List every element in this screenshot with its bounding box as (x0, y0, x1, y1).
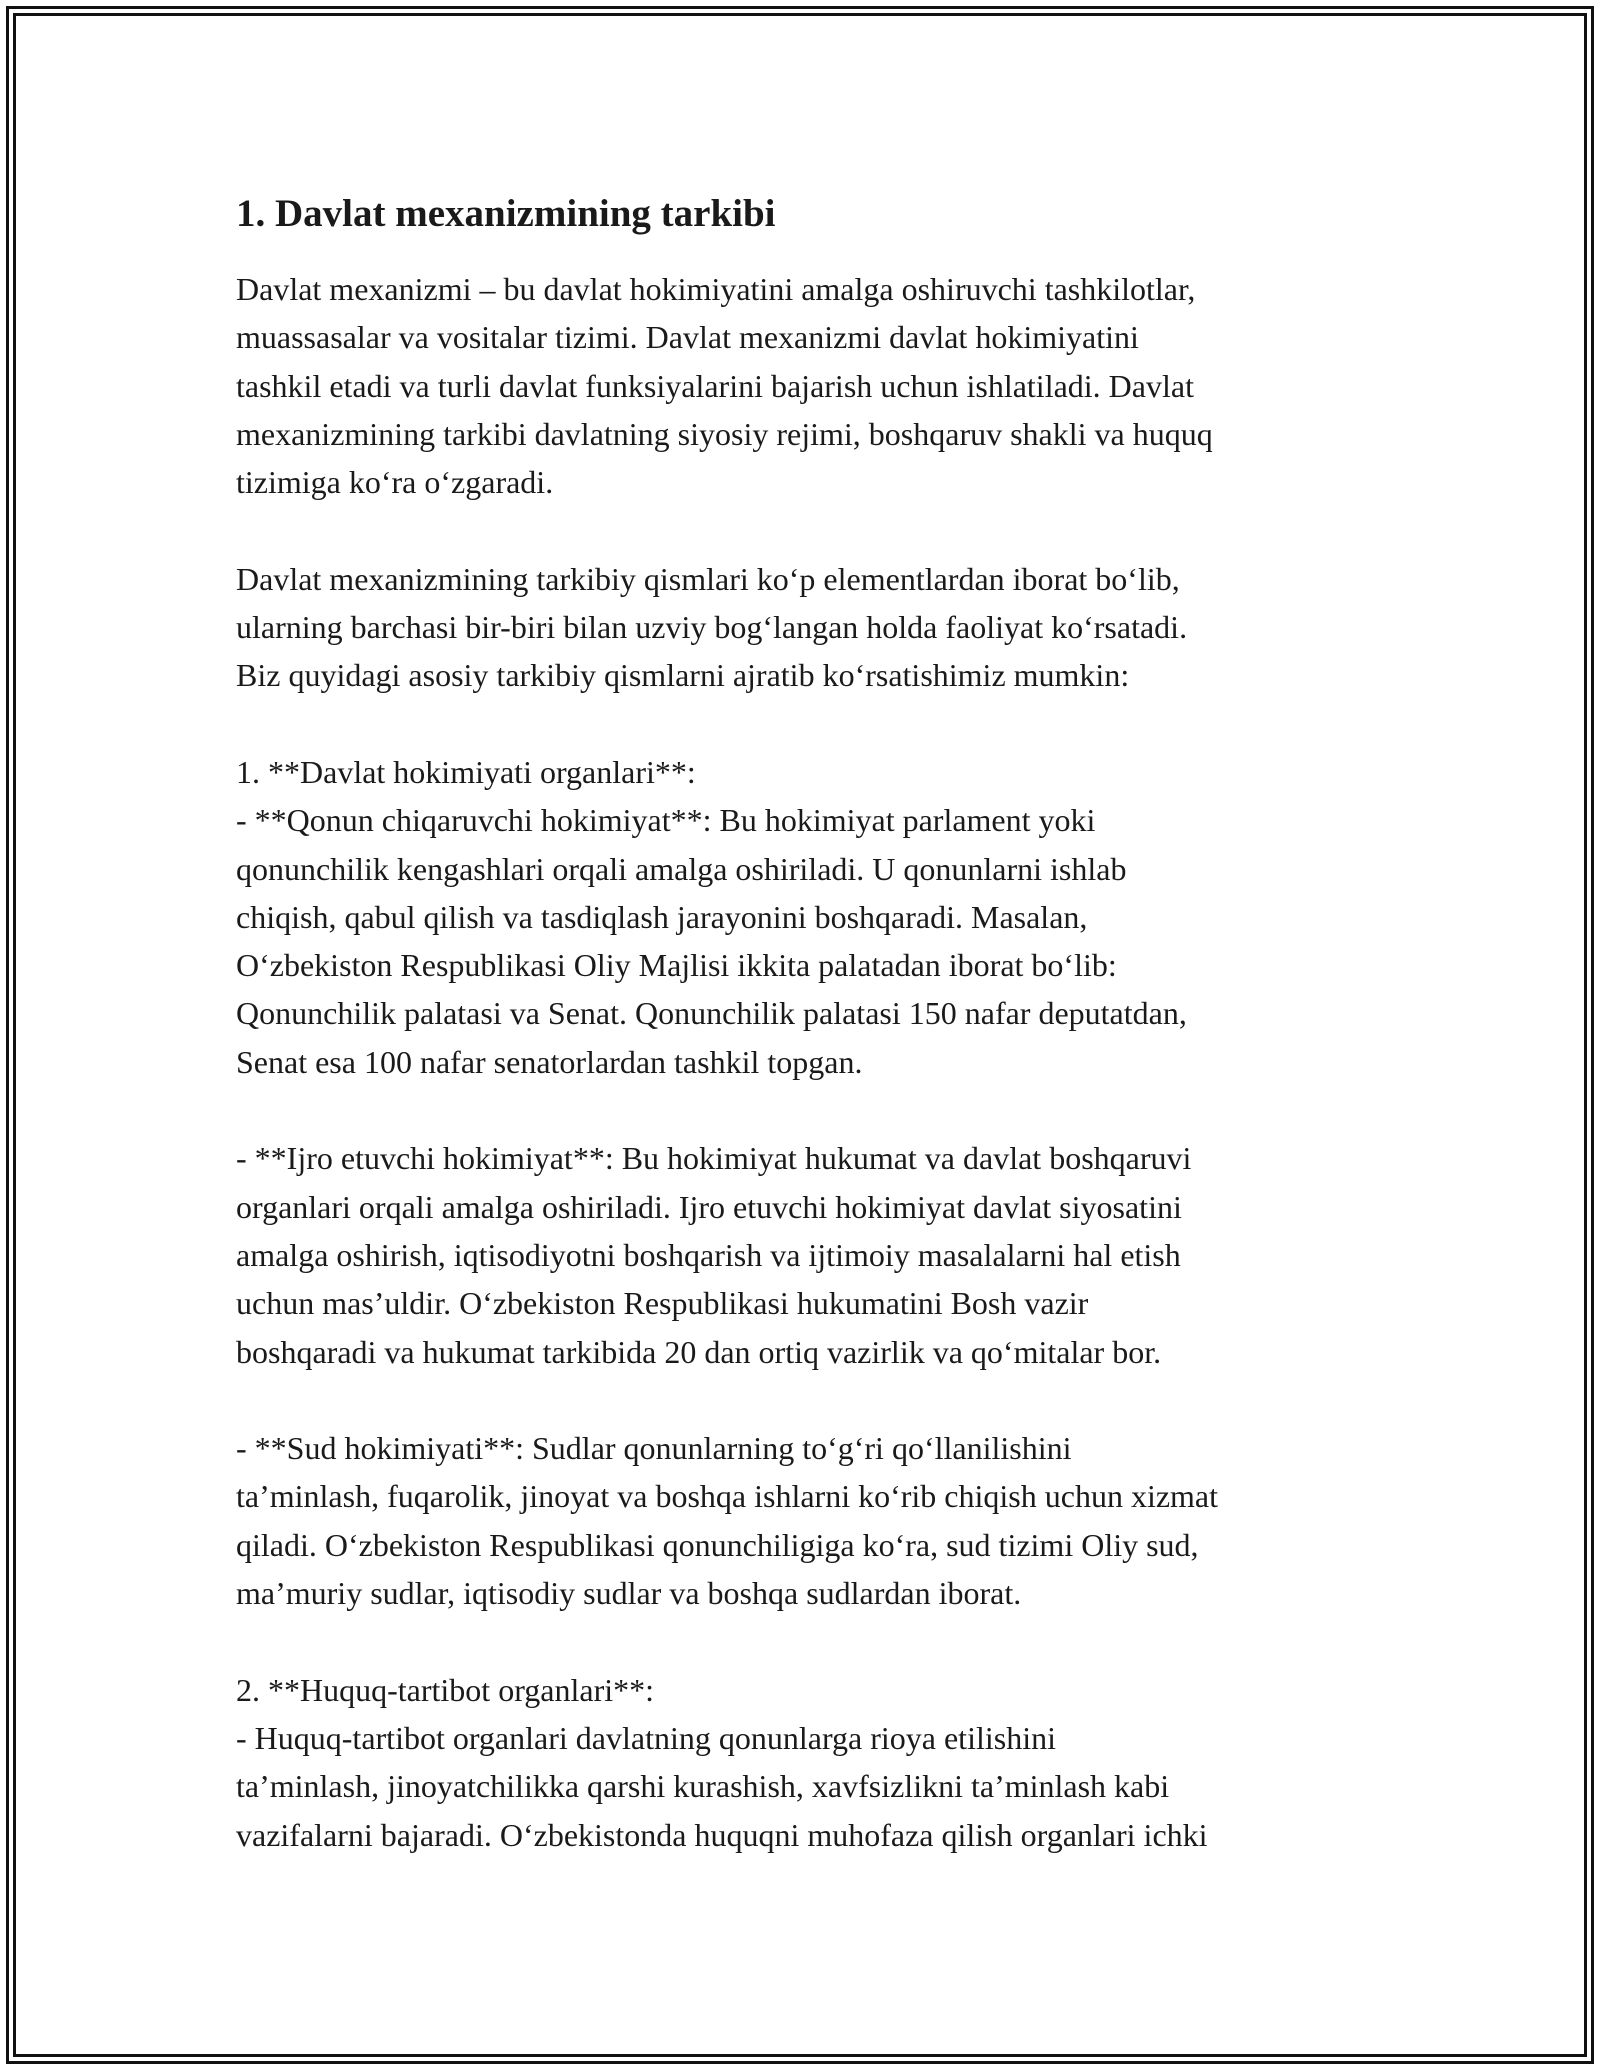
paragraph-legislative: 1. **Davlat hokimiyati organlari**: - **Qonun chiqaruvchi hokimiyat**: Bu hokimiyat parlament yoki qonunchilik kengashlari orqali amalga oshiriladi. U qonunlarni ishlab chiqish, qabul qilish va tasdiqlash jarayonini boshqaradi. Masalan, O‘zbekiston Respublikasi Oliy Majlisi ikkita palatadan iborat bo‘lib: Qonunchilik palatasi va Senat. Qonunchilik palatasi 150 nafar deputatdan, Senat esa 100 nafar senatorlardan tashkil topgan. (236, 753, 1187, 1080)
paragraph-gap (236, 506, 1366, 554)
section-heading: 1. Davlat mexanizmining tarkibi (236, 192, 776, 235)
paragraph-executive: - **Ijro etuvchi hokimiyat**: Bu hokimiyat hukumat va davlat boshqaruvi organlari orqali amalga oshiriladi. Ijro etuvchi hokimiyat davlat siyosatini amalga oshirish, iqtisodiyotni boshqarish va ijtimoiy masalalarni hal etish uchun mas’uldir. O‘zbekiston Respublikasi hukumatini Bosh vazir boshqaradi va hukumat tarkibida 20 dan ortiq vazirlik va qo‘mitalar bor. (236, 1140, 1192, 1370)
paragraph-gap (236, 700, 1366, 748)
paragraph-components-intro: Davlat mexanizmining tarkibiy qismlari ko‘p elementlardan iborat bo‘lib, ularning barchasi bir-biri bilan uzviy bog‘langan holda faoliyat ko‘rsatadi. Biz quyidagi asosiy tarkibiy qismlarni ajratib ko‘rsatishimiz mumkin: (236, 560, 1188, 694)
paragraph-judicial: - **Sud hokimiyati**: Sudlar qonunlarning to‘g‘ri qo‘llanilishini ta’minlash, fuqarolik, jinoyat va boshqa ishlarni ko‘rib chiqish uchun xizmat qiladi. O‘zbekiston Respublikasi qonunchiligiga ko‘ra, sud tizimi Oliy sud, ma’muriy sudlar, iqtisodiy sudlar va boshqa sudlardan iborat. (236, 1430, 1219, 1612)
paragraph-law-enforcement: 2. **Huquq-tartibot organlari**: - Huquq-tartibot organlari davlatning qonunlarga rioya etilishini ta’minlash, jinoyatchilikka qarshi kurashish, xavfsizlikni ta’minlash kabi vazifalarni bajaradi. O‘zbekistonda huquqni muhofaza qilish organlari ichki (236, 1671, 1208, 1853)
paragraph-definition: Davlat mexanizmi – bu davlat hokimiyatini amalga oshiruvchi tashkilotlar, muassasalar va vositalar tizimi. Davlat mexanizmi davlat hokimiyatini tashkil etadi va turli davlat funksiyalarini bajarish uchun ishlatiladi. Davlat mexanizmining tarkibi davlatning siyosiy rejimi, boshqaruv shakli va huquq tizimiga ko‘ra o‘zgaradi. (236, 271, 1213, 501)
document-body (236, 186, 1366, 1859)
paragraph-gap (236, 1376, 1366, 1424)
paragraph-gap (236, 1617, 1366, 1665)
paragraph-gap (236, 1086, 1366, 1134)
